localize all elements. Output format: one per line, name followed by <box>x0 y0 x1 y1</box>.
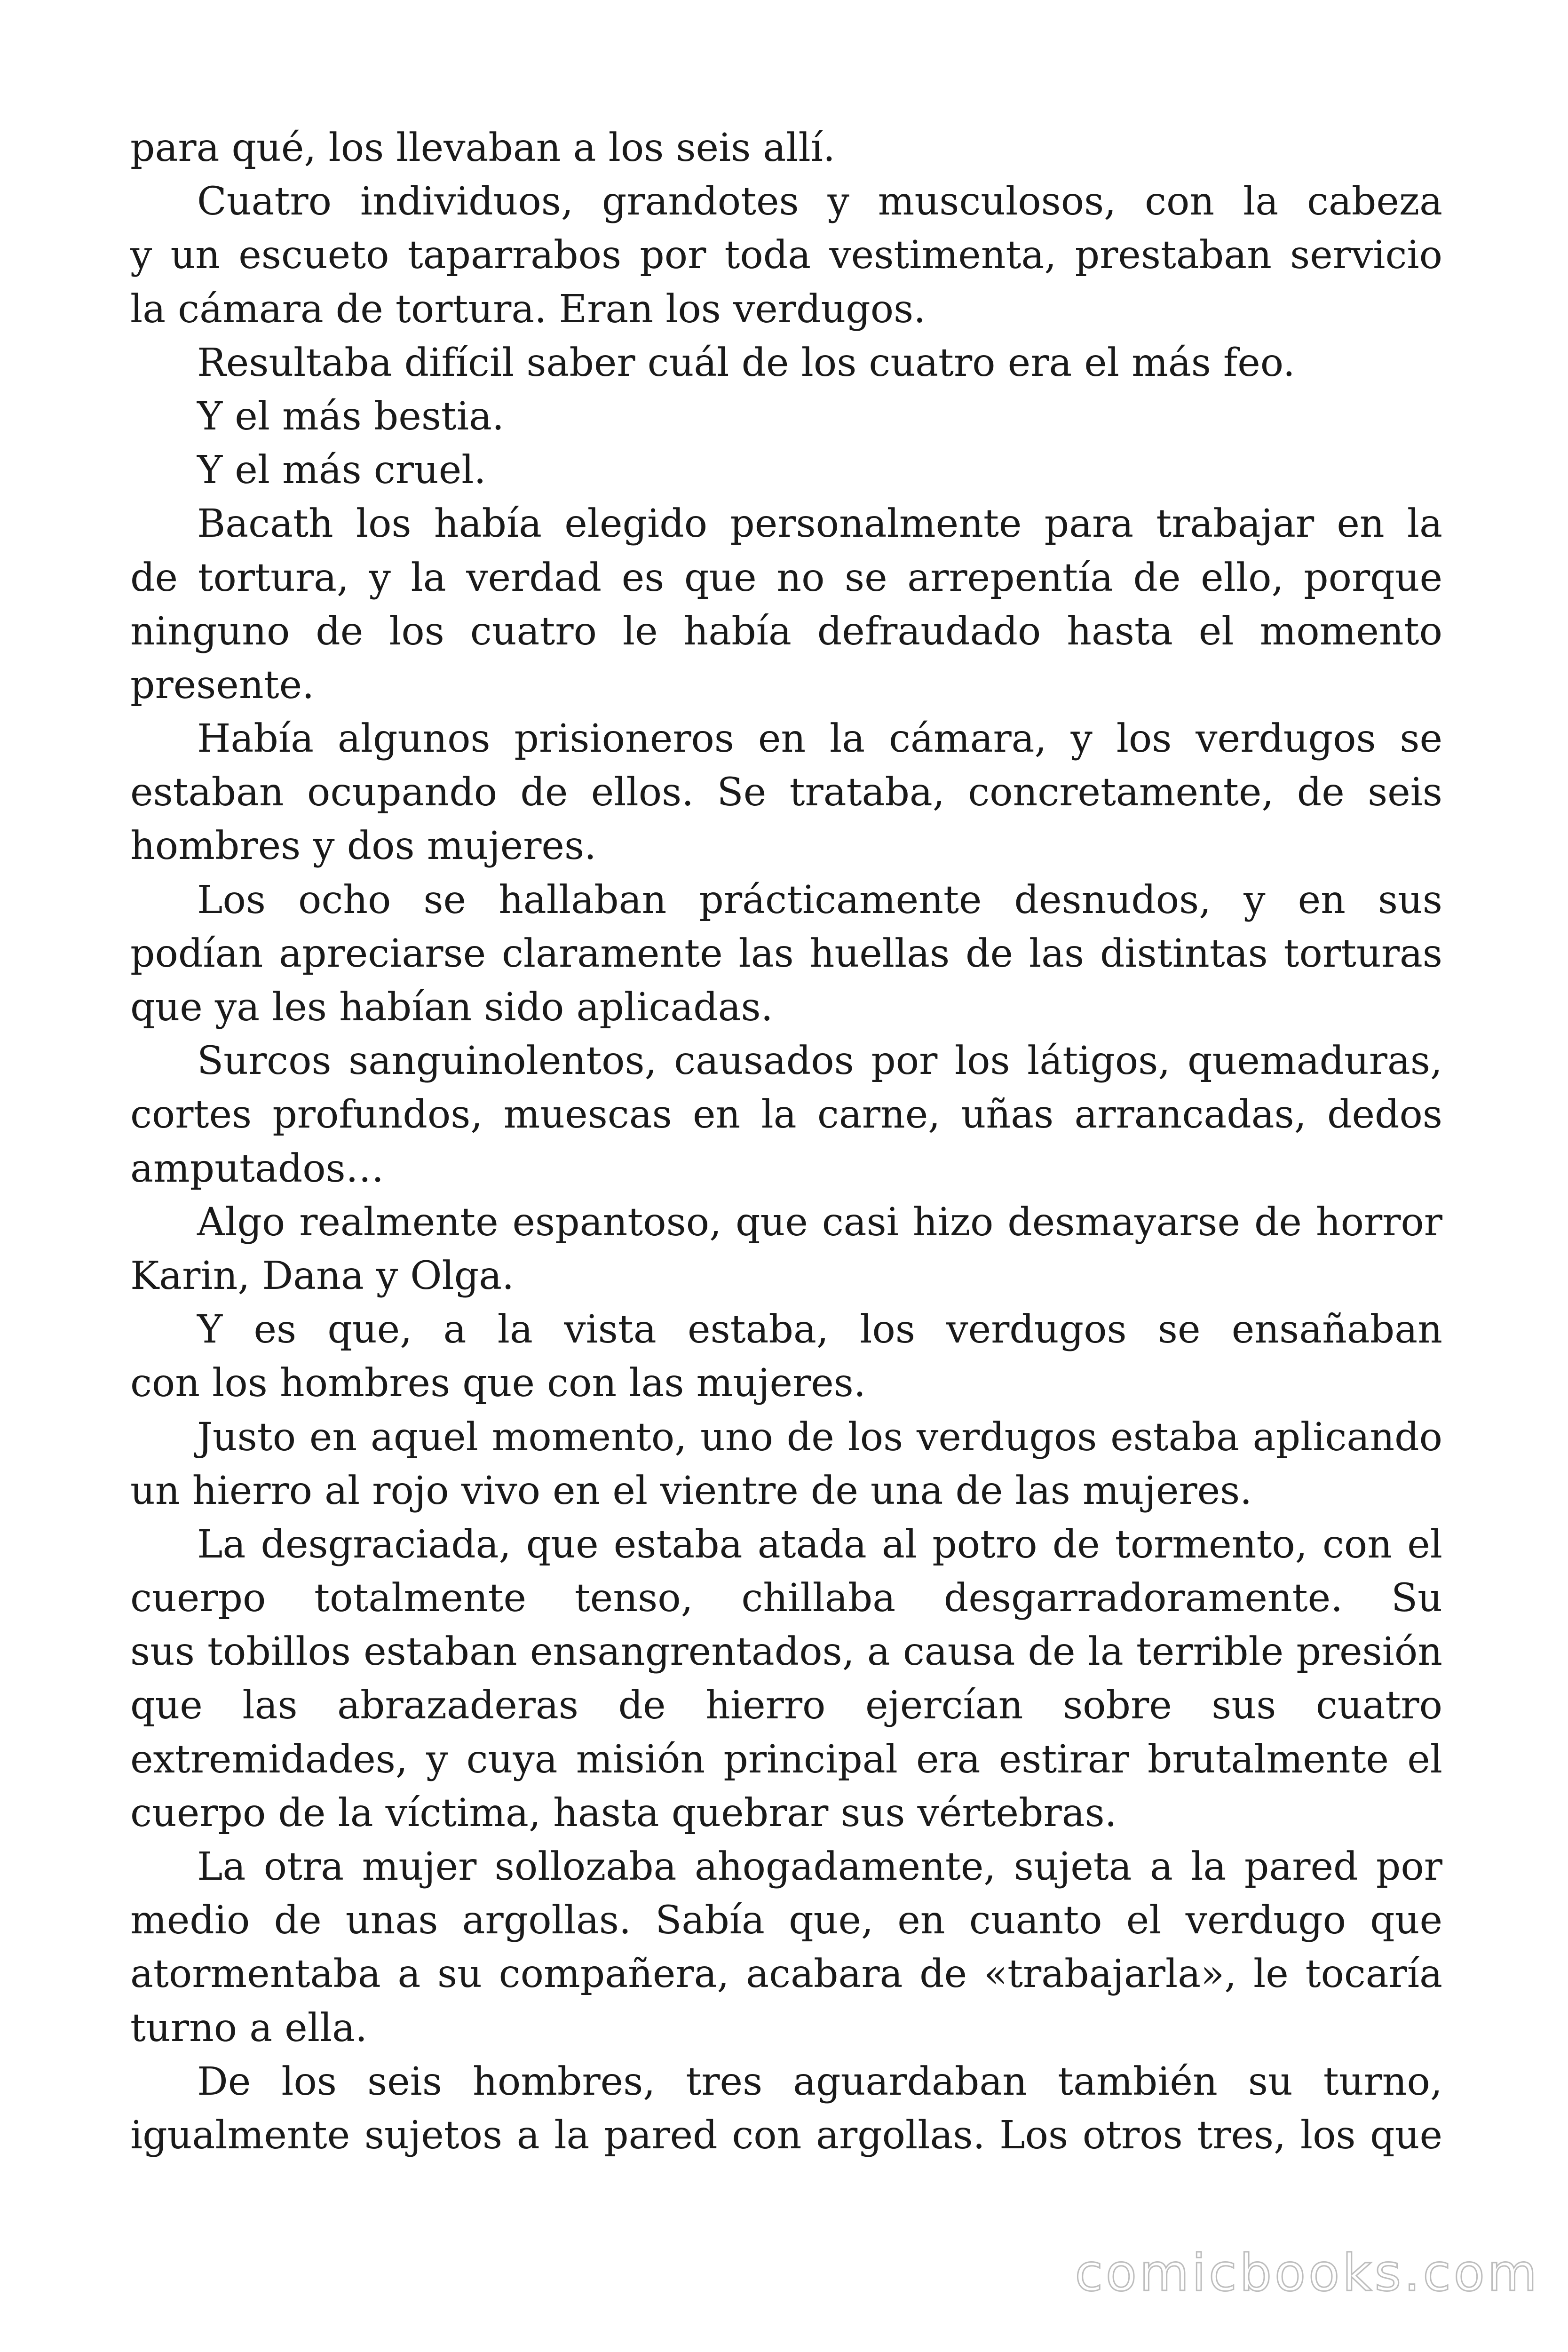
text-line: presente. <box>130 662 315 707</box>
text-line: Y el más cruel. <box>197 448 486 493</box>
text-line: Surcos sanguinolentos, causados por los látigos, quemaduras, <box>197 1039 1442 1084</box>
text-line: amputados… <box>130 1146 384 1191</box>
text-line: igualmente sujetos a la pared con argollas. Los otros tres, los que <box>130 2113 1442 2158</box>
text-line: Había algunos prisioneros en la cámara, y los verdugos se <box>197 716 1442 762</box>
text-line: medio de unas argollas. Sabía que, en cuanto el verdugo que <box>130 1898 1442 1943</box>
text-line: la cámara de tortura. Eran los verdugos. <box>130 286 926 332</box>
text-line: Karin, Dana y Olga. <box>130 1253 515 1298</box>
text-line: De los seis hombres, tres aguardaban también su turno, <box>197 2059 1442 2104</box>
text-line: La desgraciada, que estaba atada al potro de tormento, con el <box>197 1522 1442 1567</box>
text-line: podían apreciarse claramente las huellas de las distintas torturas <box>130 931 1442 976</box>
text-line: La otra mujer sollozaba ahogadamente, sujeta a la pared por <box>197 1844 1442 1889</box>
text-line: de tortura, y la verdad es que no se arrepentía de ello, porque <box>130 555 1442 600</box>
text-line: que ya les habían sido aplicadas. <box>130 985 773 1030</box>
text-line: estaban ocupando de ellos. Se trataba, concretamente, de seis <box>130 770 1442 815</box>
text-line: extremidades, y cuya misión principal era estirar brutalmente el <box>130 1737 1442 1782</box>
watermark: comicbooks.com <box>1075 2244 1540 2303</box>
page-body-text <box>130 121 1442 2162</box>
text-line: Bacath los había elegido personalmente para trabajar en la <box>197 501 1442 547</box>
text-line: hombres y dos mujeres. <box>130 824 597 869</box>
text-line: Resultaba difícil saber cuál de los cuatro era el más feo. <box>197 340 1295 385</box>
text-line: cortes profundos, muescas en la carne, uñas arrancadas, dedos <box>130 1092 1442 1137</box>
text-line: y un escueto taparrabos por toda vestimenta, prestaban servicio <box>130 233 1442 278</box>
text-line: cuerpo de la víctima, hasta quebrar sus vértebras. <box>130 1790 1117 1836</box>
text-line: Y es que, a la vista estaba, los verdugos se ensañaban <box>197 1307 1442 1352</box>
text-line: Algo realmente espantoso, que casi hizo desmayarse de horror <box>197 1200 1442 1245</box>
text-line: ninguno de los cuatro le había defraudado hasta el momento <box>130 609 1442 654</box>
text-line: Cuatro individuos, grandotes y musculosos, con la cabeza <box>197 179 1442 224</box>
text-line: cuerpo totalmente tenso, chillaba desgarradoramente. Su <box>130 1576 1442 1621</box>
text-line: un hierro al rojo vivo en el vientre de una de las mujeres. <box>130 1468 1252 1513</box>
text-line: que las abrazaderas de hierro ejercían sobre sus cuatro <box>130 1683 1442 1728</box>
text-line: Los ocho se hallaban prácticamente desnudos, y en sus <box>197 877 1442 922</box>
text-line: atormentaba a su compañera, acabara de «trabajarla», le tocaría <box>130 1952 1442 1997</box>
text-line: Y el más bestia. <box>197 394 505 439</box>
text-line: para qué, los llevaban a los seis allí. <box>130 126 835 170</box>
text-line: sus tobillos estaban ensangrentados, a causa de la terrible presión <box>130 1629 1442 1675</box>
text-line: Justo en aquel momento, uno de los verdugos estaba aplicando <box>197 1414 1442 1460</box>
text-line: turno a ella. <box>130 2005 368 2050</box>
text-line: con los hombres que con las mujeres. <box>130 1361 866 1406</box>
